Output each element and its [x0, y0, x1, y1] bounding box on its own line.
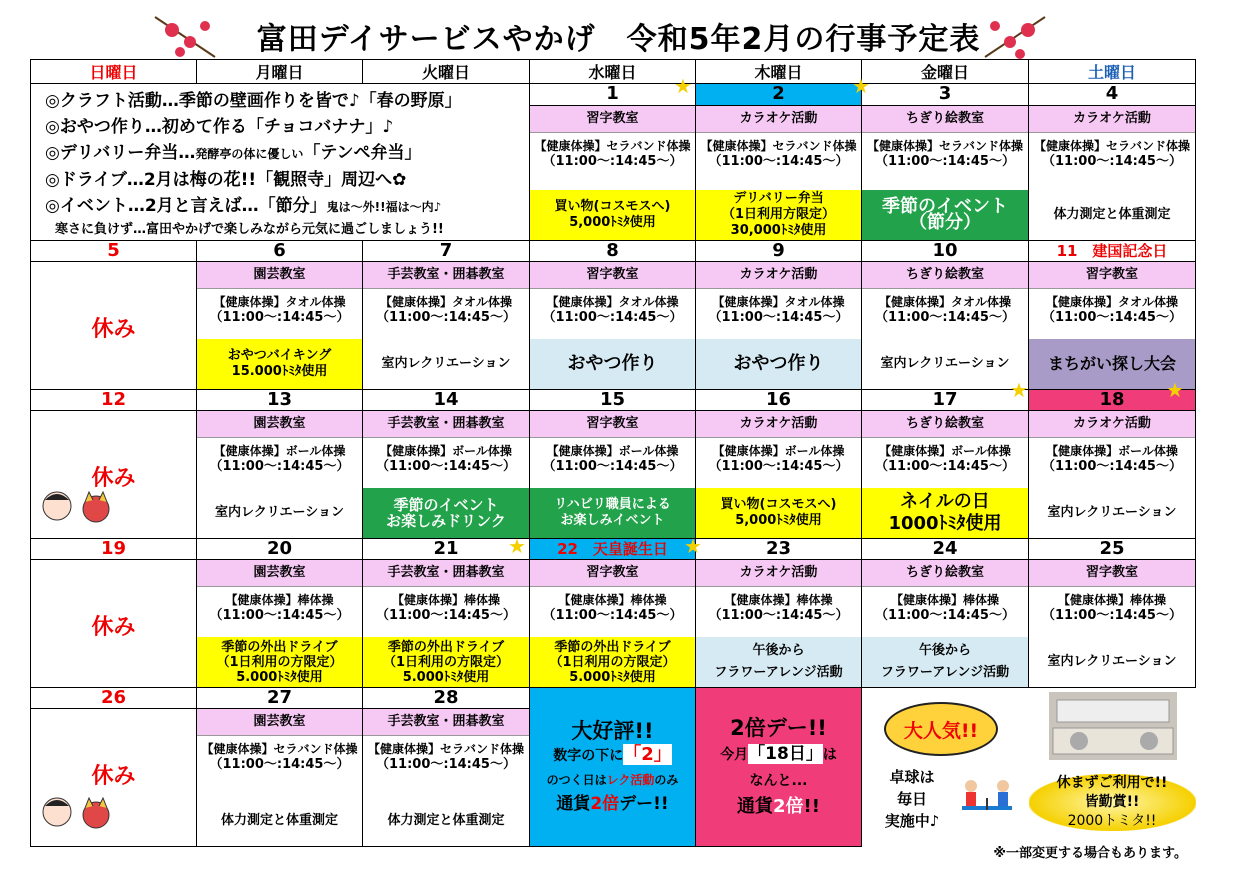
- class-label: 園芸教室: [197, 411, 362, 438]
- exercise-label: 【健康体操】セラバンド体操: [367, 742, 524, 756]
- activity: 室内レクリエーション: [215, 505, 344, 520]
- intro-line: ◎クラフト活動…季節の壁画作りを皆で♪「春の野原」: [45, 91, 462, 111]
- exercise-label: 【健康体操】セラバンド体操: [700, 139, 857, 154]
- date-cell: 1: [530, 84, 696, 106]
- exercise-label: 【健康体操】タオル体操: [1045, 295, 1178, 309]
- exercise-time: （11:00～:14:45～）: [875, 154, 1015, 170]
- weekday-wed: 水曜日: [530, 60, 696, 84]
- class-label: ちぎり絵教室: [862, 411, 1028, 438]
- star-icon: ★: [508, 534, 526, 558]
- activity: 午後から フラワーアレンジ活動: [696, 637, 861, 687]
- class-label: 習字教室: [530, 106, 695, 133]
- plum-blossom-icon: [150, 12, 220, 62]
- star-icon: ★: [684, 534, 702, 558]
- weekday-fri: 金曜日: [862, 60, 1029, 84]
- day-cell: [31, 262, 197, 390]
- day-cell: [31, 560, 197, 688]
- star-icon: ★: [852, 74, 870, 98]
- activity: 午後から フラワーアレンジ活動: [862, 637, 1028, 687]
- popular-bubble: 大人気!!: [884, 702, 998, 756]
- date-cell: 19: [31, 539, 197, 560]
- table-tennis-icon: [957, 768, 1017, 828]
- otafuku-face-icon: [40, 488, 74, 522]
- day-cell: [197, 411, 363, 539]
- star-icon: ★: [1010, 378, 1028, 402]
- day-cell: [1029, 560, 1196, 688]
- weekday-thu: 木曜日: [696, 60, 862, 84]
- exercise-time: （11:00～:14:45～）: [376, 608, 516, 623]
- date-cell: 11 建国記念日: [1029, 241, 1196, 262]
- oni-face-icon: [80, 490, 112, 524]
- day-cell: [696, 411, 862, 539]
- exercise-time: （11:00～:14:45～）: [708, 459, 849, 474]
- exercise-time: （11:00～:14:45～）: [542, 154, 683, 170]
- activity: 季節の外出ドライブ （1日利用の方限定） 5.000ﾄﾐﾀ使用: [530, 637, 695, 687]
- exercise-time: （11:00～:14:45～）: [376, 459, 516, 474]
- activity: 室内レクリエーション: [1047, 505, 1177, 520]
- exercise-time: （11:00～:14:45～）: [376, 310, 516, 325]
- class-label: 園芸教室: [197, 262, 362, 289]
- date-cell: 26: [31, 688, 197, 709]
- class-label: 手芸教室・囲碁教室: [363, 411, 529, 438]
- class-label: 習字教室: [1029, 560, 1195, 587]
- date-cell: 13: [197, 390, 363, 411]
- promo-18th: 2倍デー!! 今月「18日」は なんと... 通貨2倍!!: [696, 688, 862, 847]
- day-cell: [530, 106, 696, 241]
- exercise-label: 【健康体操】ボール体操: [879, 444, 1011, 458]
- activity: おやつ作り: [696, 339, 861, 389]
- activity: 季節の外出ドライブ （1日利用の方限定） 5.000ﾄﾐﾀ使用: [363, 637, 529, 687]
- exercise-label: 【健康体操】ボール体操: [213, 444, 346, 458]
- intro-line: 寒さに負けず…富田やかげで楽しみながら元気に過ごしましょう!!: [55, 222, 444, 237]
- promo-double-day: 大好評!! 数字の下に「2」 のつく日はレク活動のみ 通貨2倍デー!!: [530, 688, 696, 847]
- class-label: 園芸教室: [197, 560, 362, 587]
- activity: まちがい探し大会: [1029, 339, 1195, 389]
- date-cell: 8: [530, 241, 696, 262]
- class-label: カラオケ活動: [696, 262, 861, 289]
- date-cell: 16: [696, 390, 862, 411]
- rest-label: 休み: [91, 764, 136, 789]
- weekday-mon: 月曜日: [197, 60, 363, 84]
- exercise-time: （11:00～:14:45～）: [1042, 154, 1182, 170]
- activity: 室内レクリエーション: [1047, 654, 1177, 669]
- otafuku-face-icon: [40, 794, 74, 828]
- class-label: 手芸教室・囲碁教室: [363, 560, 529, 587]
- intro-panel: [31, 84, 530, 241]
- exercise-label: 【健康体操】ボール体操: [712, 444, 845, 458]
- activity: リハビリ職員による お楽しみイベント: [530, 488, 695, 538]
- voucher-image: [1049, 692, 1177, 760]
- day-cell: [197, 709, 363, 847]
- day-cell: [363, 262, 530, 390]
- class-label: 手芸教室・囲碁教室: [363, 262, 529, 289]
- date-cell: 7: [363, 241, 530, 262]
- weekday-header: [31, 60, 1196, 84]
- day-cell: [862, 262, 1029, 390]
- day-cell: [363, 411, 530, 539]
- exercise-label: 【健康体操】タオル体操: [712, 295, 845, 309]
- exercise-time: （11:00～:14:45～）: [376, 757, 516, 772]
- exercise-time: （11:00～:14:45～）: [1042, 310, 1182, 325]
- exercise-label: 【健康体操】タオル体操: [878, 295, 1011, 309]
- promo-table-tennis: [862, 688, 1029, 847]
- exercise-time: （11:00～:14:45～）: [875, 608, 1015, 623]
- class-label: カラオケ活動: [696, 560, 861, 587]
- weekday-sat: 土曜日: [1029, 60, 1196, 84]
- date-cell: 4: [1029, 84, 1196, 106]
- date-cell: 2: [696, 84, 862, 106]
- exercise-label: 【健康体操】ボール体操: [546, 444, 679, 458]
- date-cell: 25: [1029, 539, 1196, 560]
- exercise-label: 【健康体操】タオル体操: [213, 295, 346, 309]
- weekday-tue: 火曜日: [363, 60, 530, 84]
- exercise-label: 【健康体操】ボール体操: [1046, 444, 1178, 458]
- weekday-sun: 日曜日: [31, 60, 197, 84]
- day-cell: [696, 262, 862, 390]
- activity: 体力測定と体重測定: [220, 813, 338, 828]
- date-cell: 6: [197, 241, 363, 262]
- class-label: カラオケ活動: [1029, 411, 1195, 438]
- activity: 買い物(コスモスへ) 5,000ﾄﾐﾀ使用: [696, 488, 861, 538]
- class-label: ちぎり絵教室: [862, 560, 1028, 587]
- date-cell: 24: [862, 539, 1029, 560]
- date-cell: 18: [1029, 390, 1196, 411]
- day-cell: [197, 262, 363, 390]
- day-cell: [197, 560, 363, 688]
- exercise-label: 【健康体操】棒体操: [1057, 593, 1166, 607]
- day-cell: [1029, 411, 1196, 539]
- class-label: 習字教室: [530, 560, 695, 587]
- exercise-label: 【健康体操】棒体操: [225, 593, 334, 607]
- class-label: 園芸教室: [197, 709, 362, 736]
- exercise-time: （11:00～:14:45～）: [209, 757, 350, 772]
- activity: 室内レクリエーション: [880, 356, 1010, 371]
- plum-blossom-icon: [980, 12, 1050, 62]
- activity: 季節のイベント お楽しみドリンク: [363, 488, 529, 538]
- day-cell: [696, 106, 862, 241]
- date-cell: 17: [862, 390, 1029, 411]
- page-title: 富田デイサービスやかげ 令和5年2月の行事予定表: [256, 22, 981, 57]
- exercise-label: 【健康体操】タオル体操: [379, 295, 512, 309]
- exercise-time: （11:00～:14:45～）: [209, 459, 350, 474]
- day-cell: [363, 560, 530, 688]
- activity: おやつ作り: [530, 339, 695, 389]
- intro-line: ◎イベント…2月と言えば…「節分」鬼は～外!!福は～内♪: [45, 196, 442, 216]
- exercise-label: 【健康体操】棒体操: [890, 593, 999, 607]
- class-label: カラオケ活動: [1029, 106, 1195, 133]
- activity: 体力測定と体重測定: [387, 813, 505, 828]
- date-cell: 10: [862, 241, 1029, 262]
- class-label: カラオケ活動: [696, 411, 861, 438]
- date-cell: 5: [31, 241, 197, 262]
- class-label: カラオケ活動: [696, 106, 861, 133]
- promo-attendance: [1029, 688, 1196, 847]
- date-cell: 3: [862, 84, 1029, 106]
- activity: 季節の外出ドライブ （1日利用の方限定） 5.000ﾄﾐﾀ使用: [197, 637, 362, 687]
- calendar-table: [30, 59, 1196, 847]
- exercise-label: 【健康体操】ボール体操: [380, 444, 512, 458]
- date-cell: 9: [696, 241, 862, 262]
- exercise-time: （11:00～:14:45～）: [209, 608, 350, 623]
- rest-label: 休み: [91, 466, 136, 491]
- star-icon: ★: [1166, 378, 1184, 402]
- day-cell: [696, 560, 862, 688]
- day-cell: [530, 411, 696, 539]
- exercise-time: （11:00～:14:45～）: [708, 154, 849, 170]
- date-cell: 14: [363, 390, 530, 411]
- exercise-time: （11:00～:14:45～）: [542, 310, 683, 325]
- day-cell: [530, 560, 696, 688]
- intro-line: ◎デリバリー弁当…発酵亭の体に優しい「テンペ弁当」: [45, 143, 422, 163]
- star-icon: ★: [674, 74, 692, 98]
- table-tennis-text: 卓球は 毎日 実施中♪: [884, 768, 940, 830]
- exercise-time: （11:00～:14:45～）: [542, 608, 683, 623]
- exercise-label: 【健康体操】セラバンド体操: [201, 742, 358, 756]
- date-cell: 21: [363, 539, 530, 560]
- class-label: 習字教室: [1029, 262, 1195, 289]
- exercise-time: （11:00～:14:45～）: [875, 459, 1015, 474]
- day-cell: [363, 709, 530, 847]
- date-cell: 23: [696, 539, 862, 560]
- intro-line: ◎おやつ作り…初めて作る「チョコバナナ」♪: [45, 117, 394, 137]
- day-cell: [530, 262, 696, 390]
- intro-line: ◎ドライブ…2月は梅の花!!「観照寺」周辺へ✿: [45, 170, 407, 190]
- activity: 体力測定と体重測定: [1053, 207, 1171, 222]
- attendance-award: 休まずご利用で!! 皆勤賞!! 2000トミタ!!: [1029, 774, 1196, 831]
- date-cell: 27: [197, 688, 363, 709]
- exercise-label: 【健康体操】セラバンド体操: [534, 139, 691, 154]
- day-cell: [862, 560, 1029, 688]
- exercise-label: 【健康体操】棒体操: [724, 593, 833, 607]
- oni-face-icon: [80, 796, 112, 830]
- date-cell: 20: [197, 539, 363, 560]
- class-label: ちぎり絵教室: [862, 262, 1028, 289]
- footnote: ※一部変更する場合もあります。: [993, 846, 1187, 861]
- exercise-label: 【健康体操】セラバンド体操: [1033, 139, 1190, 154]
- exercise-time: （11:00～:14:45～）: [542, 459, 683, 474]
- activity: 買い物(コスモスへ) 5,000ﾄﾐﾀ使用: [530, 190, 695, 240]
- exercise-time: （11:00～:14:45～）: [1042, 459, 1182, 474]
- class-label: 習字教室: [530, 262, 695, 289]
- rest-label: 休み: [91, 317, 136, 342]
- rest-label: 休み: [91, 615, 136, 640]
- exercise-time: （11:00～:14:45～）: [209, 310, 350, 325]
- day-cell: [1029, 262, 1196, 390]
- activity: デリバリー弁当 （1日利用方限定） 30,000ﾄﾐﾀ使用: [696, 190, 861, 240]
- exercise-time: （11:00～:14:45～）: [708, 310, 849, 325]
- day-cell: [1029, 106, 1196, 241]
- date-cell: 12: [31, 390, 197, 411]
- exercise-label: 【健康体操】棒体操: [558, 593, 667, 607]
- class-label: ちぎり絵教室: [862, 106, 1028, 133]
- day-cell: [862, 106, 1029, 241]
- activity: ネイルの日 1000ﾄﾐﾀ使用: [862, 488, 1028, 538]
- date-cell: 22 天皇誕生日: [530, 539, 696, 560]
- exercise-label: 【健康体操】セラバンド体操: [866, 139, 1023, 154]
- activity: 季節のイベント （節分）: [862, 190, 1028, 240]
- date-cell: 15: [530, 390, 696, 411]
- class-label: 手芸教室・囲碁教室: [363, 709, 529, 736]
- day-cell: [862, 411, 1029, 539]
- exercise-time: （11:00～:14:45～）: [708, 608, 849, 623]
- activity: おやつバイキング 15.000ﾄﾐﾀ使用: [197, 339, 362, 389]
- exercise-time: （11:00～:14:45～）: [875, 310, 1015, 325]
- activity: 室内レクリエーション: [381, 356, 511, 371]
- date-cell: 28: [363, 688, 530, 709]
- exercise-label: 【健康体操】タオル体操: [546, 295, 679, 309]
- class-label: 習字教室: [530, 411, 695, 438]
- exercise-label: 【健康体操】棒体操: [391, 593, 500, 607]
- exercise-time: （11:00～:14:45～）: [1042, 608, 1182, 623]
